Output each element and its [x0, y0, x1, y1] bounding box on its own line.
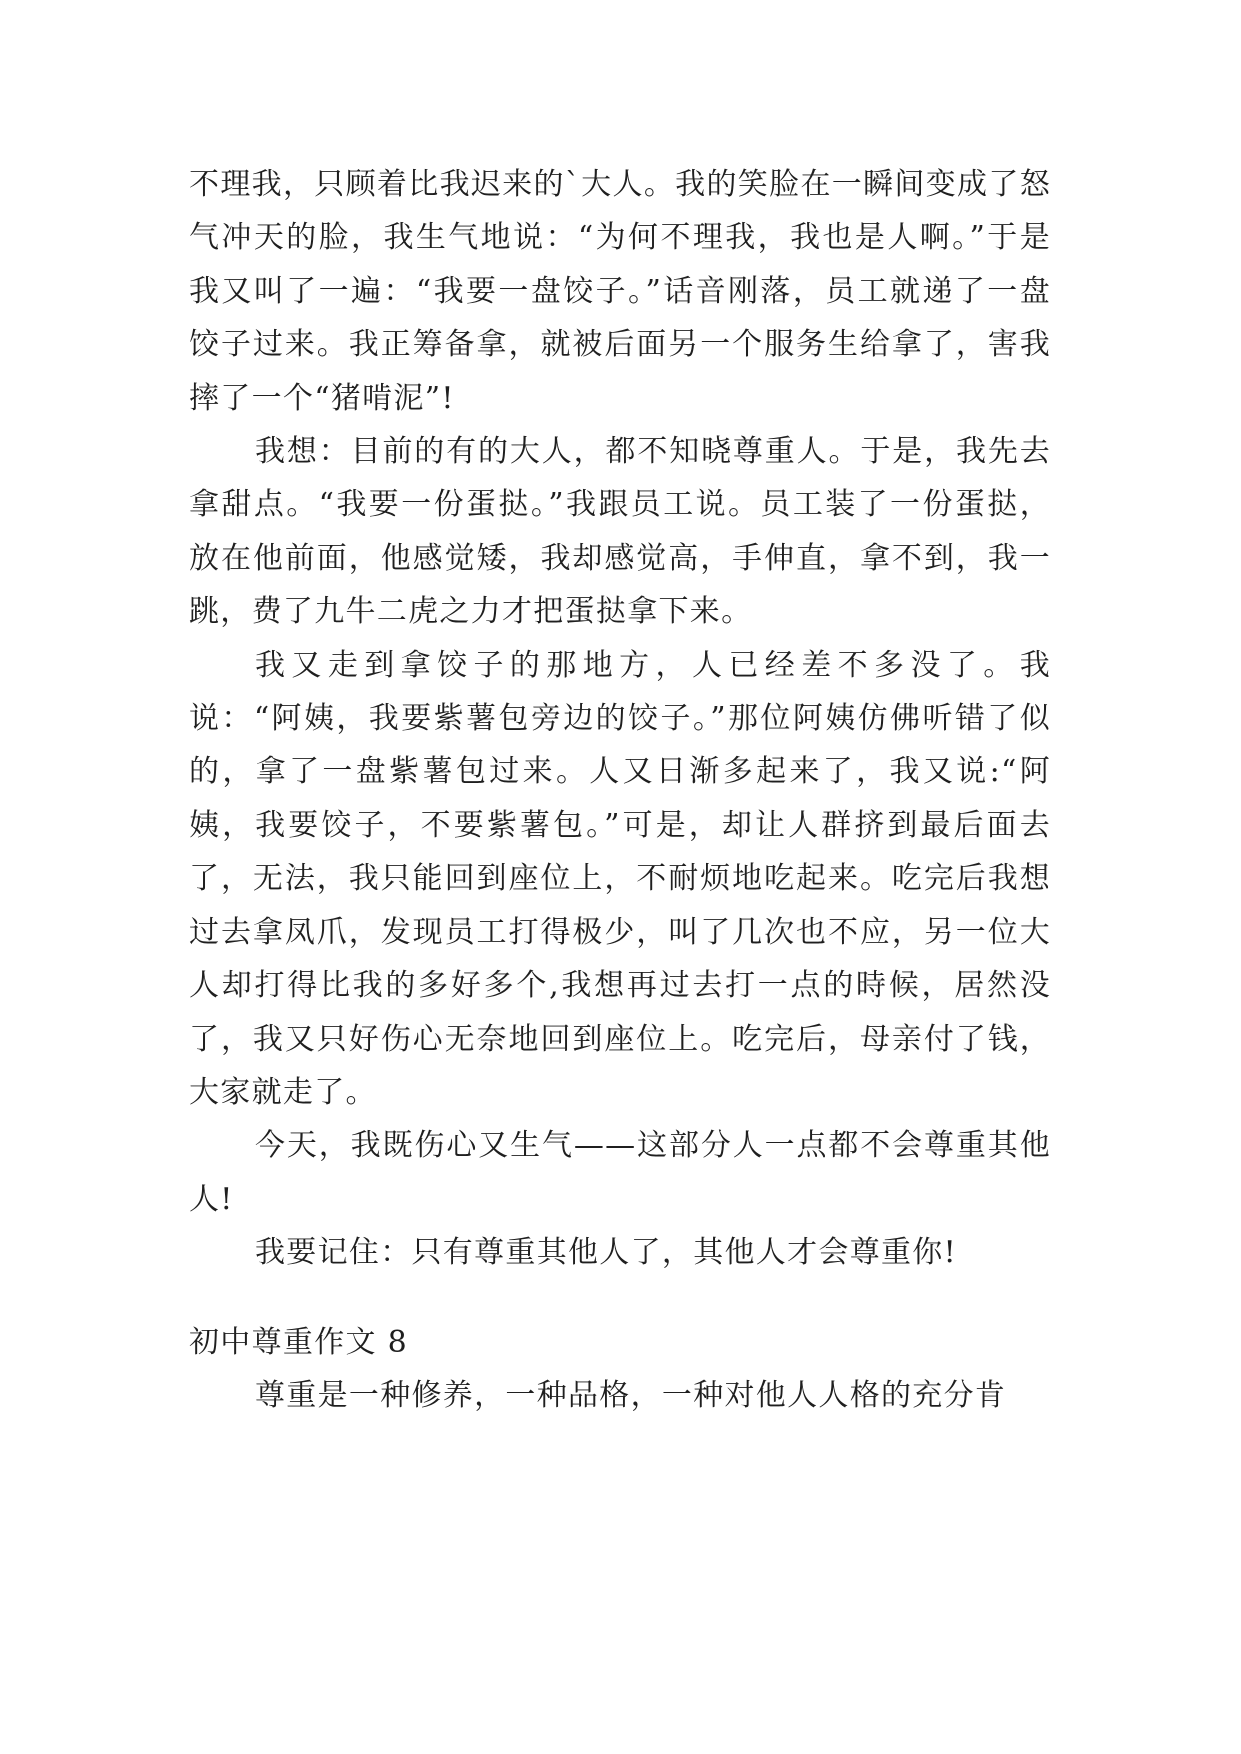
paragraph-2: 我想：目前的有的大人，都不知晓尊重人。于是，我先去拿甜点。“我要一份蛋挞。”我跟员工说。员工装了一份蛋挞，放在他前面，他感觉矮，我却感觉高，手伸直，拿不到，我一跳，费了九牛二虎之力才把蛋挞拿下来。 — [189, 434, 1051, 630]
paragraph-5: 我要记住：只有尊重其他人了，其他人才会尊重你! — [255, 1235, 957, 1271]
paragraph-4: 今天，我既伤心又生气——这部分人一点都不会尊重其他人! — [189, 1128, 1051, 1217]
section-title: 初中尊重作文 8 — [189, 1324, 409, 1360]
essay-body — [189, 158, 1051, 1422]
section-paragraph-1: 尊重是一种修养，一种品格，一种对他人人格的充分肯 — [255, 1377, 1007, 1413]
paragraph-3: 我又走到拿饺子的那地方，人已经差不多没了。我说：“阿姨，我要紫薯包旁边的饺子。”那位阿姨仿佛听错了似的，拿了一盘紫薯包过来。人又日渐多起来了，我又说:“阿姨，我要饺子，不要紫薯包。”可是，却让人群挤到最后面去了，无法，我只能回到座位上，不耐烦地吃起来。吃完后我想过去拿凤爪，发现员工打得极少，叫了几次也不应，另一位大人却打得比我的多好多个,我想再过去打一点的時候，居然没了，我又只好伤心无奈地回到座位上。吃完后，母亲付了钱，大家就走了。 — [189, 647, 1051, 1110]
paragraph-1: 不理我，只顾着比我迟来的`大人。我的笑脸在一瞬间变成了怒气冲天的脸，我生气地说：“为何不理我，我也是人啊。”于是我又叫了一遍：“我要一盘饺子。”话音刚落，员工就递了一盘饺子过来。我正筹备拿，就被后面另一个服务生给拿了，害我摔了一个“猪啃泥”! — [189, 167, 1051, 416]
